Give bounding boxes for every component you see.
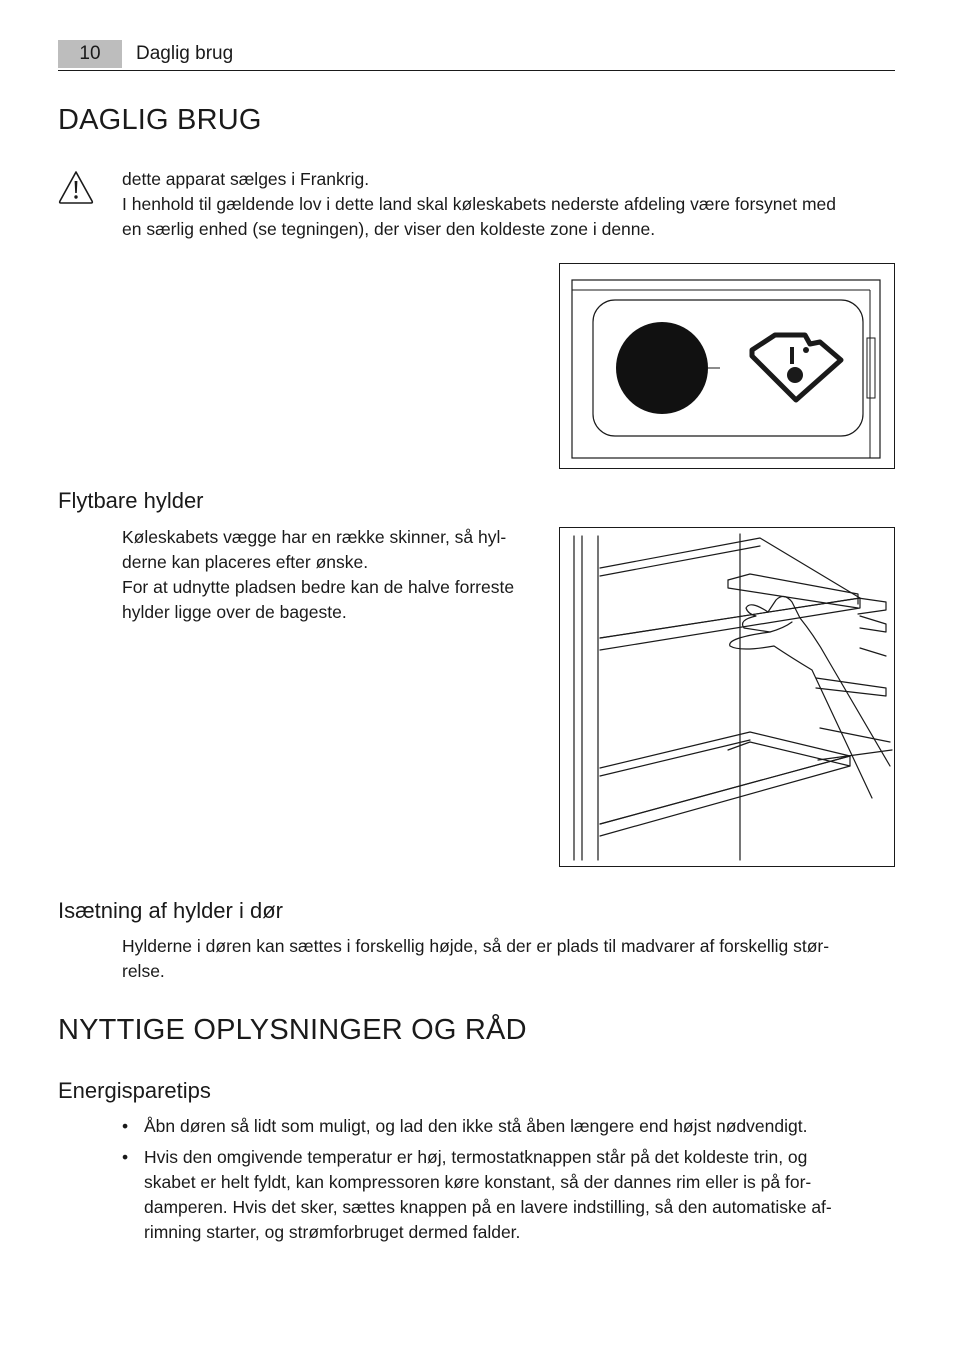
paragraph-line: relse. [122,961,165,981]
paragraph-line: For at udnytte pladsen bedre kan de halve forreste [122,577,515,597]
door-shelves-text [122,934,897,984]
list-item-line: rimning starter, og strømforbruget dermed falder. [144,1222,521,1242]
coldest-zone-illustration [560,264,894,468]
paragraph-line: derne kan placeres efter ønske. [122,552,369,572]
list-item-line: Hvis den omgivende temperatur er høj, termostatknappen står på det koldeste trin, og [144,1147,808,1167]
list-item-line: damperen. Hvis det sker, sættes knappen på en lavere indstilling, så den automatiske af- [144,1197,832,1217]
coldest-zone-figure [559,263,895,469]
list-item [122,1114,897,1139]
list-item [122,1145,897,1245]
running-title: Daglig brug [136,43,234,64]
subsection-title-energy-tips: Energisparetips [58,1078,211,1103]
warning-line: dette apparat sælges i Frankrig. [122,169,370,189]
paragraph-line: Hylderne i døren kan sættes i forskellig højde, så der er plads til madvarer af forskellig stør- [122,936,830,956]
bullet-marker: • [122,1116,129,1136]
warning-line: en særlig enhed (se tegningen), der viser den koldeste zone i denne. [122,219,656,239]
shelves-illustration [560,528,894,866]
subsection-title-removable-shelves: Flytbare hylder [58,488,204,513]
paragraph-line: hylder ligge over de bageste. [122,602,347,622]
section-title-daily-use: DAGLIG BRUG [58,104,262,136]
energy-tips-list [122,1114,897,1251]
subsection-title-door-shelves: Isætning af hylder i dør [58,898,283,923]
list-item-line: Åbn døren så lidt som muligt, og lad den ikke stå åben længere end højst nødvendigt. [144,1116,808,1136]
paragraph-line: Køleskabets vægge har en række skinner, så hyl- [122,527,507,547]
warning-text [122,167,897,242]
header-rule [58,70,895,71]
list-item-line: skabet er helt fyldt, kan kompressoren køre konstant, så der dannes rim eller is på for- [144,1172,812,1192]
shelves-figure [559,527,895,867]
page-number: 10 [58,40,122,68]
removable-shelves-text [122,525,552,625]
bullet-marker: • [122,1147,129,1167]
section-title-useful-info: NYTTIGE OPLYSNINGER OG RÅD [58,1014,527,1046]
warning-line: I henhold til gældende lov i dette land skal køleskabets nederste afdeling være forsynet med [122,194,837,214]
warning-triangle-icon [58,170,94,204]
